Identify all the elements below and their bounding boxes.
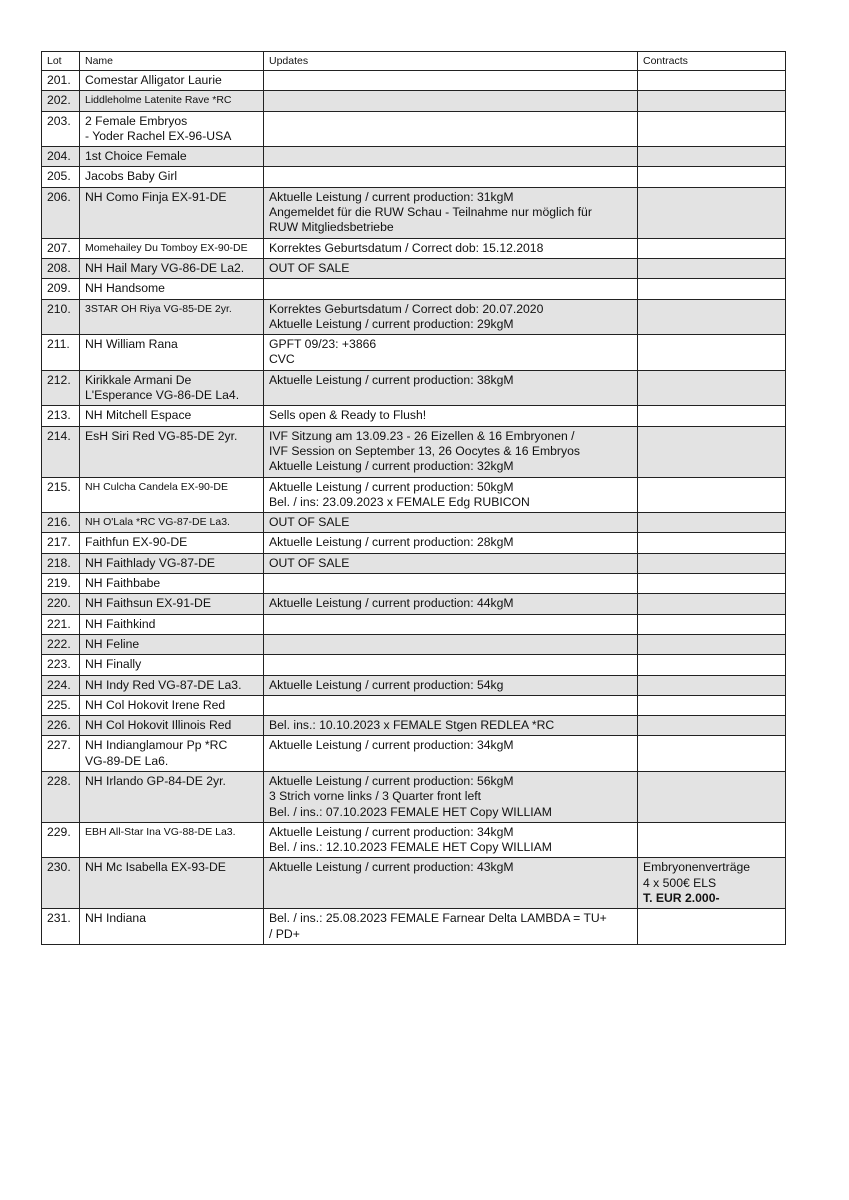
lot-name-cell: NH Handsome: [80, 279, 264, 299]
table-row: [42, 553, 786, 573]
lot-name-cell: Liddleholme Latenite Rave *RC: [80, 91, 264, 111]
updates-cell: [264, 147, 638, 167]
table-row: [42, 695, 786, 715]
table-row: [42, 426, 786, 477]
updates-cell: [264, 167, 638, 187]
updates-cell: [264, 634, 638, 654]
contracts-cell: [638, 406, 786, 426]
lot-name-cell: NH Irlando GP-84-DE 2yr.: [80, 771, 264, 822]
lot-name-cell: NH Mc Isabella EX-93-DE: [80, 858, 264, 909]
contracts-cell: [638, 736, 786, 772]
contracts-cell: [638, 91, 786, 111]
lot-name-cell: NH Feline: [80, 634, 264, 654]
lot-name-cell: NH Mitchell Espace: [80, 406, 264, 426]
lot-name-cell: NH O'Lala *RC VG-87-DE La3.: [80, 513, 264, 533]
header-contracts: Contracts: [638, 52, 786, 71]
updates-cell: Bel. / ins.: 25.08.2023 FEMALE Farnear Delta LAMBDA = TU+ / PD+: [264, 909, 638, 945]
lot-updates-table: [41, 51, 786, 945]
updates-cell: Aktuelle Leistung / current production: 50kgM Bel. / ins: 23.09.2023 x FEMALE Edg RUBICON: [264, 477, 638, 513]
table-row: [42, 716, 786, 736]
updates-cell: [264, 91, 638, 111]
lot-number-cell: 226.: [42, 716, 80, 736]
lot-number-cell: 228.: [42, 771, 80, 822]
table-row: [42, 111, 786, 147]
lot-number-cell: 227.: [42, 736, 80, 772]
table-row: [42, 533, 786, 553]
table-row: [42, 238, 786, 258]
table-row: [42, 634, 786, 654]
lot-number-cell: 219.: [42, 574, 80, 594]
updates-cell: OUT OF SALE: [264, 258, 638, 278]
updates-cell: Aktuelle Leistung / current production: 38kgM: [264, 370, 638, 406]
updates-cell: Aktuelle Leistung / current production: 43kgM: [264, 858, 638, 909]
contracts-cell: [638, 771, 786, 822]
updates-cell: Bel. ins.: 10.10.2023 x FEMALE Stgen REDLEA *RC: [264, 716, 638, 736]
table-row: [42, 167, 786, 187]
table-row: [42, 335, 786, 371]
contracts-cell: [638, 426, 786, 477]
lot-name-cell: Comestar Alligator Laurie: [80, 71, 264, 91]
lot-name-cell: NH Faithkind: [80, 614, 264, 634]
lot-name-cell: EsH Siri Red VG-85-DE 2yr.: [80, 426, 264, 477]
table-row: [42, 736, 786, 772]
lot-number-cell: 206.: [42, 187, 80, 238]
lot-number-cell: 207.: [42, 238, 80, 258]
updates-cell: [264, 614, 638, 634]
updates-cell: Aktuelle Leistung / current production: 54kg: [264, 675, 638, 695]
lot-name-cell: NH Hail Mary VG-86-DE La2.: [80, 258, 264, 278]
lot-number-cell: 215.: [42, 477, 80, 513]
lot-name-cell: NH Como Finja EX-91-DE: [80, 187, 264, 238]
table-row: [42, 91, 786, 111]
lot-name-cell: NH Col Hokovit Irene Red: [80, 695, 264, 715]
lot-name-cell: Momehailey Du Tomboy EX-90-DE: [80, 238, 264, 258]
contracts-cell: [638, 695, 786, 715]
lot-name-cell: EBH All-Star Ina VG-88-DE La3.: [80, 822, 264, 858]
table-header: [42, 52, 786, 71]
contracts-cell: [638, 858, 786, 909]
table-body: [42, 71, 786, 945]
lot-number-cell: 209.: [42, 279, 80, 299]
lot-name-cell: NH Faithlady VG-87-DE: [80, 553, 264, 573]
updates-cell: [264, 71, 638, 91]
lot-number-cell: 212.: [42, 370, 80, 406]
table-row: [42, 370, 786, 406]
table-row: [42, 594, 786, 614]
table-row: [42, 513, 786, 533]
table-row: [42, 822, 786, 858]
lot-number-cell: 201.: [42, 71, 80, 91]
contracts-cell: [638, 370, 786, 406]
lot-name-cell: NH Culcha Candela EX-90-DE: [80, 477, 264, 513]
lot-name-cell: NH Faithsun EX-91-DE: [80, 594, 264, 614]
updates-cell: GPFT 09/23: +3866 CVC: [264, 335, 638, 371]
lot-number-cell: 205.: [42, 167, 80, 187]
updates-cell: Aktuelle Leistung / current production: 31kgM Angemeldet für die RUW Schau - Teilnahme nur möglich für RUW Mitgliedsbetriebe: [264, 187, 638, 238]
contracts-cell: [638, 299, 786, 335]
lot-number-cell: 220.: [42, 594, 80, 614]
updates-cell: Aktuelle Leistung / current production: 28kgM: [264, 533, 638, 553]
contracts-cell: [638, 574, 786, 594]
lot-number-cell: 230.: [42, 858, 80, 909]
lot-name-cell: NH Col Hokovit Illinois Red: [80, 716, 264, 736]
contracts-total: T. EUR 2.000-: [643, 891, 720, 906]
updates-cell: IVF Sitzung am 13.09.23 - 26 Eizellen & 16 Embryonen / IVF Session on September 13, 26 Oocytes & 16 Embryos Aktuelle Leistung / current production: 32kgM: [264, 426, 638, 477]
table-row: [42, 187, 786, 238]
contracts-cell: [638, 716, 786, 736]
updates-cell: [264, 695, 638, 715]
lot-number-cell: 216.: [42, 513, 80, 533]
updates-cell: Aktuelle Leistung / current production: 34kgM: [264, 736, 638, 772]
updates-cell: Korrektes Geburtsdatum / Correct dob: 15.12.2018: [264, 238, 638, 258]
table-row: [42, 909, 786, 945]
table-row: [42, 771, 786, 822]
lot-number-cell: 231.: [42, 909, 80, 945]
table-row: [42, 675, 786, 695]
contracts-cell: [638, 634, 786, 654]
header-lot: Lot: [42, 52, 80, 71]
header-row: [42, 52, 786, 71]
contracts-cell: [638, 822, 786, 858]
lot-number-cell: 203.: [42, 111, 80, 147]
lot-number-cell: 202.: [42, 91, 80, 111]
lot-number-cell: 229.: [42, 822, 80, 858]
contracts-cell: [638, 279, 786, 299]
contracts-cell: [638, 147, 786, 167]
contracts-cell: [638, 477, 786, 513]
updates-cell: Aktuelle Leistung / current production: 34kgM Bel. / ins.: 12.10.2023 FEMALE HET Copy WILLIAM: [264, 822, 638, 858]
updates-cell: Aktuelle Leistung / current production: 56kgM 3 Strich vorne links / 3 Quarter front left Bel. / ins.: 07.10.2023 FEMALE HET Copy WILLIAM: [264, 771, 638, 822]
lot-name-cell: NH Indiana: [80, 909, 264, 945]
updates-cell: OUT OF SALE: [264, 513, 638, 533]
lot-name-cell: Faithfun EX-90-DE: [80, 533, 264, 553]
header-updates: Updates: [264, 52, 638, 71]
updates-cell: Sells open & Ready to Flush!: [264, 406, 638, 426]
table-row: [42, 655, 786, 675]
lot-number-cell: 211.: [42, 335, 80, 371]
contracts-cell: [638, 238, 786, 258]
lot-name-cell: NH Faithbabe: [80, 574, 264, 594]
contracts-cell: [638, 553, 786, 573]
contracts-cell: [638, 909, 786, 945]
contracts-cell: [638, 258, 786, 278]
lot-name-cell: NH William Rana: [80, 335, 264, 371]
contracts-cell: [638, 187, 786, 238]
table-row: [42, 477, 786, 513]
lot-number-cell: 204.: [42, 147, 80, 167]
contracts-cell: [638, 675, 786, 695]
updates-cell: OUT OF SALE: [264, 553, 638, 573]
table-row: [42, 71, 786, 91]
updates-cell: Aktuelle Leistung / current production: 44kgM: [264, 594, 638, 614]
updates-cell: [264, 655, 638, 675]
lot-name-cell: 1st Choice Female: [80, 147, 264, 167]
contracts-cell: [638, 335, 786, 371]
contracts-cell: [638, 167, 786, 187]
lot-name-cell: Jacobs Baby Girl: [80, 167, 264, 187]
lot-number-cell: 213.: [42, 406, 80, 426]
lot-number-cell: 218.: [42, 553, 80, 573]
lot-number-cell: 214.: [42, 426, 80, 477]
table-row: [42, 258, 786, 278]
lot-name-cell: NH Indianglamour Pp *RC VG-89-DE La6.: [80, 736, 264, 772]
table-row: [42, 614, 786, 634]
updates-cell: [264, 279, 638, 299]
table-row: [42, 574, 786, 594]
contracts-cell: [638, 71, 786, 91]
lot-number-cell: 223.: [42, 655, 80, 675]
contracts-text: Embryonenverträge 4 x 500€ ELS: [643, 860, 751, 890]
lot-number-cell: 221.: [42, 614, 80, 634]
contracts-cell: [638, 655, 786, 675]
lot-number-cell: 208.: [42, 258, 80, 278]
lot-number-cell: 224.: [42, 675, 80, 695]
lot-number-cell: 210.: [42, 299, 80, 335]
lot-name-cell: NH Indy Red VG-87-DE La3.: [80, 675, 264, 695]
lot-name-cell: NH Finally: [80, 655, 264, 675]
updates-cell: [264, 111, 638, 147]
lot-number-cell: 217.: [42, 533, 80, 553]
contracts-cell: [638, 614, 786, 634]
contracts-cell: [638, 533, 786, 553]
table-row: [42, 406, 786, 426]
table-row: [42, 299, 786, 335]
contracts-cell: [638, 513, 786, 533]
lot-name-cell: Kirikkale Armani De L'Esperance VG-86-DE La4.: [80, 370, 264, 406]
updates-cell: [264, 574, 638, 594]
lot-number-cell: 222.: [42, 634, 80, 654]
table-row: [42, 858, 786, 909]
header-name: Name: [80, 52, 264, 71]
updates-cell: Korrektes Geburtsdatum / Correct dob: 20.07.2020 Aktuelle Leistung / current production: 29kgM: [264, 299, 638, 335]
table-row: [42, 147, 786, 167]
lot-number-cell: 225.: [42, 695, 80, 715]
lot-name-cell: 3STAR OH Riya VG-85-DE 2yr.: [80, 299, 264, 335]
contracts-cell: [638, 111, 786, 147]
contracts-cell: [638, 594, 786, 614]
lot-name-cell: 2 Female Embryos - Yoder Rachel EX-96-USA: [80, 111, 264, 147]
table-row: [42, 279, 786, 299]
